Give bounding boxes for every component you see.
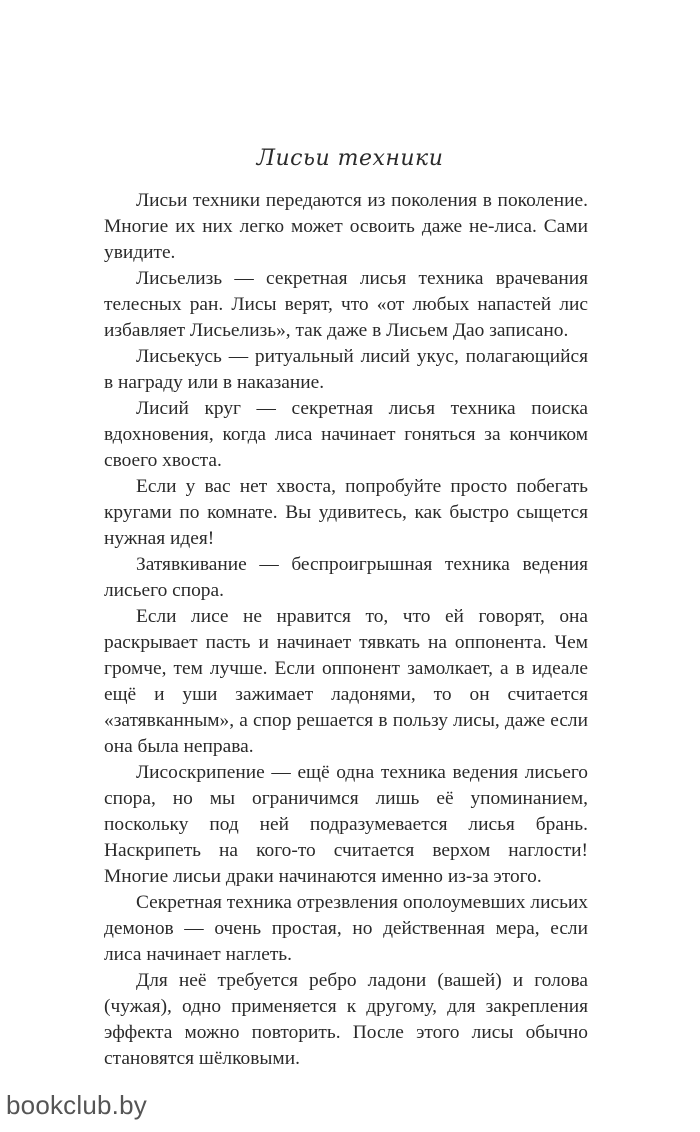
paragraph: Если у вас нет хвоста, попробуйте просто побегать кругами по комнате. Вы удивитесь, как быстро сыщется нужная идея! [104, 476, 588, 549]
paragraph: Затявкивание — беспроигрышная техника ведения лисьего спора. [104, 554, 588, 601]
paragraph: Лисий круг — секретная лисья техника поиска вдохновения, когда лиса начинает гоняться за кончиком своего хвоста. [104, 398, 588, 471]
paragraph: Секретная техника отрезвления ополоумевших лисьих демонов — очень простая, но действенная мера, если лиса начинает наглеть. [104, 892, 588, 965]
paragraph: Лисьелизь — секретная лисья техника врачевания телесных ран. Лисы верят, что «от любых напастей лис избавляет Лисьелизь», так даже в Лисьем Дао записано. [104, 268, 588, 341]
paragraph: Лисоскрипение — ещё одна техника ведения лисьего спора, но мы ограничимся лишь её упоминанием, поскольку под ней подразумевается лисья брань. Наскрипеть на кого-то считается верхом наглости! Многие лисьи драки начинаются именно из-за этого. [104, 762, 588, 887]
paragraph: Если лисе не нравится то, что ей говорят, она раскрывает пасть и начинает тявкать на оппонента. Чем громче, тем лучше. Если оппонент замолкает, а в идеале ещё и уши зажимает ладонями, то он считается «затявканным», а спор решается в пользу лисы, даже если она была неправа. [104, 606, 588, 757]
paragraph: Для неё требуется ребро ладони (вашей) и голова (чужая), одно применяется к другому, для закрепления эффекта можно повторить. После этого лисы обычно становятся шёлковыми. [104, 970, 588, 1069]
paragraph: Лисьекусь — ритуальный лисий укус, полагающийся в награду или в наказание. [104, 346, 588, 393]
watermark: bookclub.by [6, 1090, 147, 1120]
page-title: Лисьи техники [256, 146, 444, 171]
paragraph: Лисьи техники передаются из поколения в поколение. Многие их них легко может освоить даже не-лиса. Сами увидите. [104, 190, 588, 263]
text-body [104, 188, 588, 1072]
